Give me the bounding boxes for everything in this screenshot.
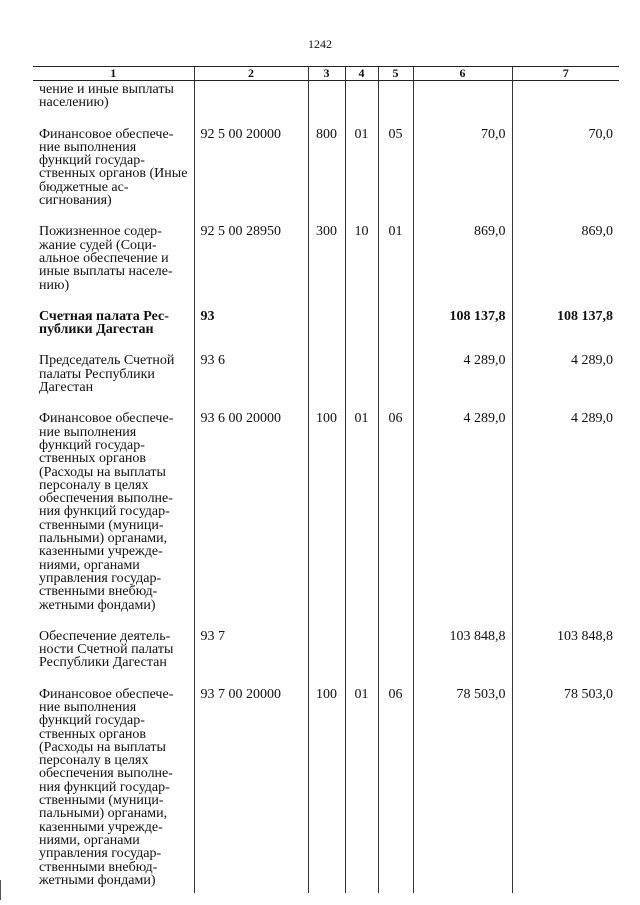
row-col5 (378, 81, 413, 126)
row-name: Председатель Счетной палаты Республики Дагестан (39, 353, 175, 396)
row-col4: 10 (345, 223, 378, 307)
row-col5: 01 (378, 223, 413, 307)
row-value7: 70,0 (512, 126, 619, 224)
row-col4 (345, 308, 378, 353)
table-row (33, 352, 619, 410)
col-header-6: 6 (413, 67, 512, 81)
row-value7 (512, 81, 619, 126)
row-col4 (345, 628, 378, 686)
row-name: Финансовое обеспечение выполнения функций государственных органов (Расходы на выплаты персоналу в целях обеспечения выполнения функций государственными (муниципальными) органами, казенными учреждениями, органами управления государственными внебюджетными фондами) (39, 411, 174, 613)
budget-table (33, 66, 619, 893)
row-col3 (308, 628, 345, 686)
row-value7: 4 289,0 (512, 352, 619, 410)
row-col5: 05 (378, 126, 413, 224)
row-value7: 4 289,0 (512, 410, 619, 627)
row-col5 (378, 352, 413, 410)
col-header-3: 3 (308, 67, 345, 81)
row-value7: 108 137,8 (512, 308, 619, 353)
col-header-7: 7 (512, 67, 619, 81)
row-col5 (378, 628, 413, 686)
row-value7: 103 848,8 (512, 628, 619, 686)
row-value6: 4 289,0 (413, 410, 512, 627)
table-row (33, 686, 619, 893)
row-code: 93 7 00 20000 (194, 686, 308, 893)
row-col3: 100 (308, 686, 345, 893)
table-row (33, 81, 619, 126)
row-name: Финансовое обеспечение выполнения функций государственных органов (Иные бюджетные ассигнования) (39, 126, 188, 209)
row-col5: 06 (378, 410, 413, 627)
table-row (33, 126, 619, 224)
header-row (33, 67, 619, 81)
page-number: 1242 (308, 37, 332, 51)
table-row (33, 410, 619, 627)
row-code: 93 6 (194, 352, 308, 410)
row-value6: 78 503,0 (413, 686, 512, 893)
row-code (194, 81, 308, 126)
row-name: Пожизненное содержание судей (Социальное обеспечение и иные выплаты населению) (39, 224, 173, 293)
row-code: 92 5 00 28950 (194, 223, 308, 307)
row-value6: 869,0 (413, 223, 512, 307)
row-value6: 70,0 (413, 126, 512, 224)
row-name: чение и иные выплаты населению) (39, 82, 174, 111)
row-name: Финансовое обеспечение выполнения функций государственных органов (Расходы на выплаты персоналу в целях обеспечения выполнения функций государственными (муниципальными) органами, казенными учреждениями, органами управления государственными внебюджетными фондами) (39, 686, 174, 888)
row-col3: 300 (308, 223, 345, 307)
col-header-5: 5 (378, 67, 413, 81)
table-row (33, 223, 619, 307)
col-header-2: 2 (194, 67, 308, 81)
table-row-section-header (33, 308, 619, 353)
row-col4: 01 (345, 410, 378, 627)
row-col3 (308, 308, 345, 353)
row-code: 93 6 00 20000 (194, 410, 308, 627)
row-col3 (308, 352, 345, 410)
row-col4: 01 (345, 126, 378, 224)
scan-edge-mark (0, 880, 5, 900)
row-col3: 800 (308, 126, 345, 224)
row-col4 (345, 81, 378, 126)
row-value6: 103 848,8 (413, 628, 512, 686)
row-code: 92 5 00 20000 (194, 126, 308, 224)
row-col5: 06 (378, 686, 413, 893)
row-value6: 108 137,8 (413, 308, 512, 353)
row-col3 (308, 81, 345, 126)
row-col3: 100 (308, 410, 345, 627)
row-code: 93 7 (194, 628, 308, 686)
row-col5 (378, 308, 413, 353)
row-value7: 78 503,0 (512, 686, 619, 893)
row-value7: 869,0 (512, 223, 619, 307)
row-name: Обеспечение деятельности Счетной палаты Республики Дагестан (39, 628, 174, 671)
row-name: Счетная палата Республики Дагестан (39, 308, 169, 338)
row-value6: 4 289,0 (413, 352, 512, 410)
row-col4 (345, 352, 378, 410)
row-value6 (413, 81, 512, 126)
row-col4: 01 (345, 686, 378, 893)
table-row (33, 628, 619, 686)
row-code: 93 (194, 308, 308, 353)
col-header-1: 1 (33, 67, 194, 81)
col-header-4: 4 (345, 67, 378, 81)
